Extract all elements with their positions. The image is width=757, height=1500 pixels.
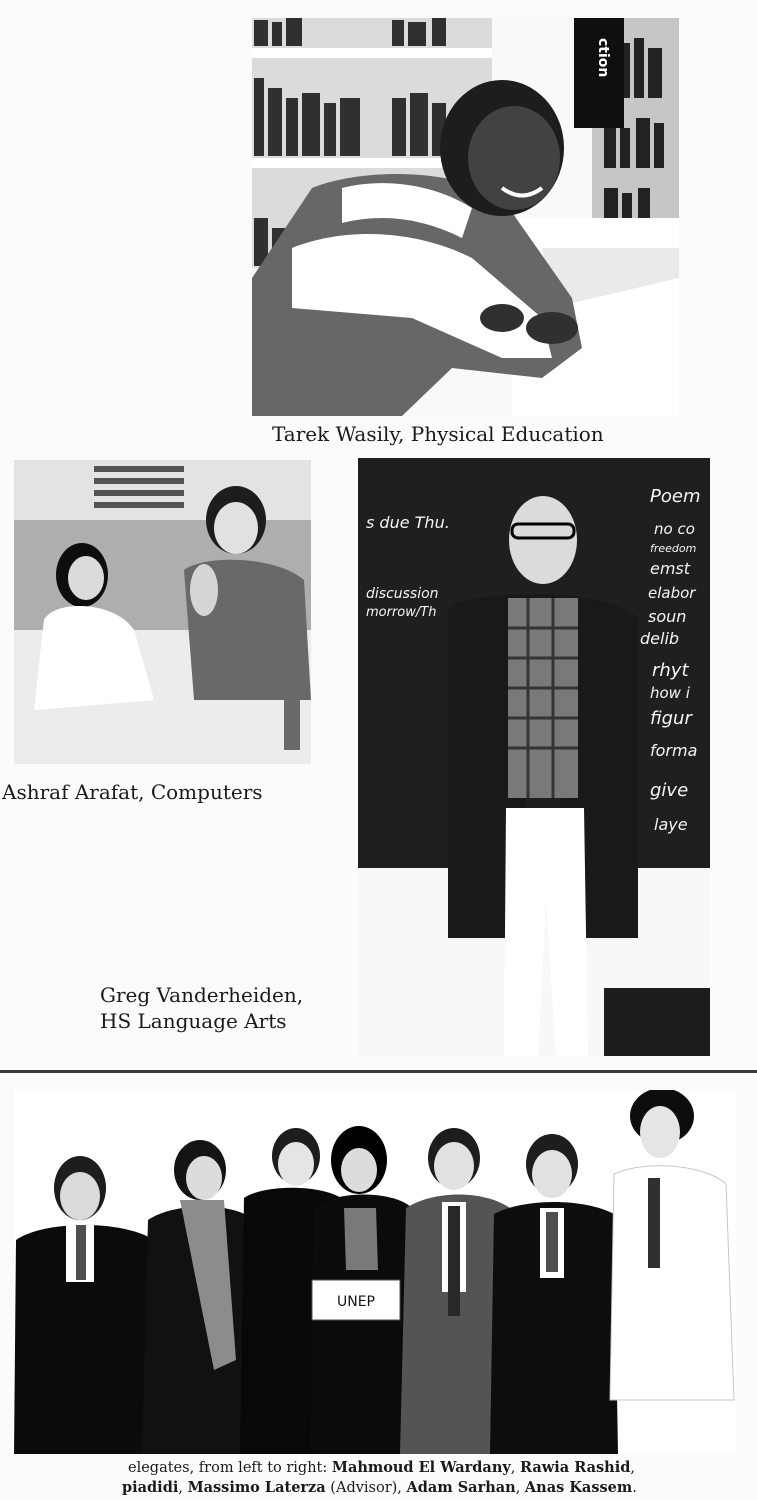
- computer-room-scene: [14, 460, 311, 764]
- caption-ashraf-arafat: Ashraf Arafat, Computers: [2, 780, 263, 804]
- photo-greg-vanderheiden: [358, 458, 710, 1056]
- caption-separator: ,: [510, 1460, 521, 1476]
- caption-separator: ,: [515, 1480, 525, 1496]
- group-caption-line-2: [122, 1478, 744, 1498]
- delegate-name-2: Rawia Rashid: [520, 1459, 631, 1476]
- group-caption-line-1: [128, 1458, 750, 1478]
- chalk-right-line-11: forma: [650, 741, 698, 760]
- chalk-right-line-8: rhyt: [652, 660, 689, 681]
- photo-tarek-wasily: [252, 18, 679, 416]
- chalk-left-line-3: morrow/Th: [366, 605, 437, 620]
- caption-lead-text: elegates, from left to right:: [128, 1460, 332, 1476]
- chalk-right-line-4: emst: [650, 559, 691, 578]
- chalk-right-line-5: elabor: [648, 584, 696, 602]
- chalk-left-line-1: s due Thu.: [366, 513, 450, 532]
- chalk-right-line-1: Poem: [650, 486, 701, 507]
- caption-separator: ,: [178, 1480, 188, 1496]
- delegate-name-partial: piadidi: [122, 1479, 179, 1496]
- delegate-name-3: Massimo Laterza: [187, 1479, 326, 1496]
- chalk-right-line-2: no co: [654, 520, 695, 538]
- photo-delegates-group: [14, 1090, 736, 1454]
- caption-comma: ,: [630, 1460, 635, 1476]
- chalkboard-scene: [358, 458, 710, 1056]
- delegate-name-4: Adam Sarhan: [406, 1479, 516, 1496]
- caption-greg-line-1: Greg Vanderheiden,: [100, 983, 304, 1007]
- chalk-right-line-9: how i: [650, 684, 690, 702]
- group-scene: [14, 1090, 736, 1454]
- advisor-label: (Advisor),: [325, 1480, 407, 1496]
- banner-text: ction: [595, 38, 611, 78]
- chalk-right-line-3: freedom: [650, 542, 697, 555]
- chalk-right-line-6: soun: [648, 607, 687, 626]
- chalk-right-line-13: laye: [654, 815, 688, 834]
- delegate-name-5: Anas Kassem: [524, 1479, 633, 1496]
- chalk-right-line-10: figur: [650, 708, 692, 729]
- caption-greg-line-2: HS Language Arts: [100, 1009, 287, 1033]
- photo-ashraf-arafat: [14, 460, 311, 764]
- caption-tarek-wasily: Tarek Wasily, Physical Education: [272, 422, 604, 446]
- section-divider: [0, 1070, 757, 1073]
- caption-period: .: [632, 1480, 637, 1496]
- chalk-left-line-2: discussion: [366, 586, 439, 602]
- chalk-right-line-12: give: [650, 780, 689, 801]
- library-scene: [252, 18, 679, 416]
- chalk-right-line-7: delib: [640, 629, 680, 648]
- unep-sign-text: UNEP: [336, 1294, 376, 1310]
- delegate-name-1: Mahmoud El Wardany: [331, 1459, 511, 1476]
